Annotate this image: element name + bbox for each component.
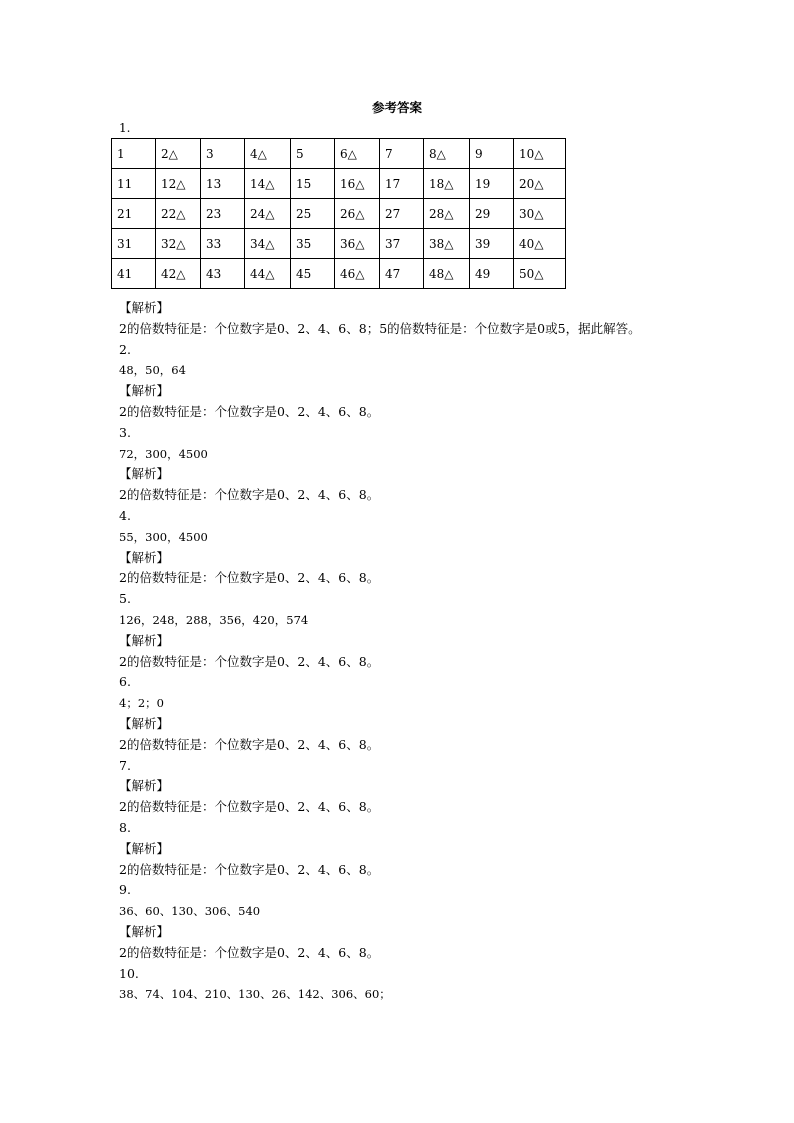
analysis-label: 【解析】 (119, 778, 170, 794)
grid-cell: 41 (112, 259, 156, 289)
analysis-text: 2的倍数特征是：个位数字是0、2、4、6、8。 (119, 403, 380, 419)
grid-cell: 19 (470, 169, 514, 199)
analysis-text: 2的倍数特征是：个位数字是0、2、4、6、8。 (119, 487, 380, 503)
analysis-text: 2的倍数特征是：个位数字是0、2、4、6、8。 (119, 736, 380, 752)
question-number: 6. (119, 674, 131, 690)
grid-cell: 30△ (514, 199, 566, 229)
question-number: 9. (119, 882, 131, 898)
page-title: 参考答案 (371, 100, 422, 115)
analysis-label: 【解析】 (119, 300, 170, 315)
grid-cell: 44△ (245, 259, 291, 289)
grid-cell: 6△ (335, 139, 380, 169)
grid-cell: 49 (470, 259, 514, 289)
grid-cell: 17 (380, 169, 424, 199)
analysis-text: 2的倍数特征是：个位数字是0、2、4、6、8。 (119, 799, 380, 815)
question-number: 2. (119, 341, 131, 357)
analysis-label: 【解析】 (119, 632, 170, 648)
analysis-text: 2的倍数特征是：个位数字是0、2、4、6、8。 (119, 861, 380, 877)
grid-cell: 34△ (245, 229, 291, 259)
question-number: 4. (119, 507, 131, 523)
grid-cell: 2△ (156, 139, 201, 169)
grid-row (112, 139, 566, 169)
grid-cell: 14△ (245, 169, 291, 199)
grid-cell: 50△ (514, 259, 566, 289)
grid-cell: 20△ (514, 169, 566, 199)
answer-text: 55，300，4500 (119, 529, 208, 544)
grid-cell: 32△ (156, 229, 201, 259)
grid-cell: 12△ (156, 169, 201, 199)
grid-cell: 43 (201, 259, 245, 289)
grid-cell: 25 (291, 199, 335, 229)
answer-text: 126，248，288，356，420，574 (119, 612, 309, 627)
answer-text: 38、74、104、210、130、26、142、306、60； (119, 987, 391, 1002)
grid-cell: 36△ (335, 229, 380, 259)
grid-cell: 46△ (335, 259, 380, 289)
question-number-1: 1. (119, 121, 131, 135)
question-number: 3. (119, 424, 131, 440)
grid-cell: 15 (291, 169, 335, 199)
analysis-label: 【解析】 (119, 466, 170, 482)
grid-cell: 7 (380, 139, 424, 169)
grid-cell: 23 (201, 199, 245, 229)
grid-cell: 16△ (335, 169, 380, 199)
grid-cell: 10△ (514, 139, 566, 169)
grid-cell: 37 (380, 229, 424, 259)
grid-row (112, 169, 566, 199)
grid-cell: 3 (201, 139, 245, 169)
grid-row (112, 229, 566, 259)
grid-cell: 1 (112, 139, 156, 169)
analysis-label: 【解析】 (119, 840, 170, 856)
grid-cell: 21 (112, 199, 156, 229)
answer-text: 4；2；0 (119, 696, 164, 711)
question-number: 7. (119, 757, 131, 773)
question-number: 5. (119, 591, 131, 607)
grid-cell: 42△ (156, 259, 201, 289)
grid-cell: 40△ (514, 229, 566, 259)
grid-cell: 22△ (156, 199, 201, 229)
grid-cell: 39 (470, 229, 514, 259)
grid-cell: 45 (291, 259, 335, 289)
grid-cell: 38△ (424, 229, 470, 259)
grid-cell: 33 (201, 229, 245, 259)
analysis-label: 【解析】 (119, 549, 170, 565)
analysis-text: 2的倍数特征是：个位数字是0、2、4、6、8。 (119, 570, 380, 586)
grid-cell: 26△ (335, 199, 380, 229)
grid-cell: 18△ (424, 169, 470, 199)
question-number: 10. (119, 965, 139, 981)
grid-cell: 13 (201, 169, 245, 199)
grid-cell: 27 (380, 199, 424, 229)
answer-text: 36、60、130、306、540 (119, 904, 261, 919)
grid-cell: 28△ (424, 199, 470, 229)
grid-cell: 31 (112, 229, 156, 259)
grid-row (112, 199, 566, 229)
grid-cell: 4△ (245, 139, 291, 169)
analysis-text: 2的倍数特征是：个位数字是0、2、4、6、8；5的倍数特征是：个位数字是0或5，据此解答。 (119, 320, 641, 336)
grid-cell: 35 (291, 229, 335, 259)
grid-row (112, 259, 566, 289)
analysis-text: 2的倍数特征是：个位数字是0、2、4、6、8。 (119, 944, 380, 960)
grid-cell: 24△ (245, 199, 291, 229)
grid-cell: 48△ (424, 259, 470, 289)
analysis-text: 2的倍数特征是：个位数字是0、2、4、6、8。 (119, 653, 380, 669)
analysis-label: 【解析】 (119, 715, 170, 731)
answer-grid (111, 138, 566, 289)
grid-cell: 47 (380, 259, 424, 289)
grid-cell: 29 (470, 199, 514, 229)
analysis-label: 【解析】 (119, 383, 170, 399)
grid-cell: 9 (470, 139, 514, 169)
grid-cell: 5 (291, 139, 335, 169)
answer-text: 48，50，64 (119, 363, 186, 378)
answer-text: 72，300，4500 (119, 446, 208, 461)
analysis-label: 【解析】 (119, 923, 170, 939)
answer-content (119, 298, 679, 1005)
grid-cell: 8△ (424, 139, 470, 169)
question-number: 8. (119, 819, 131, 835)
grid-cell: 11 (112, 169, 156, 199)
